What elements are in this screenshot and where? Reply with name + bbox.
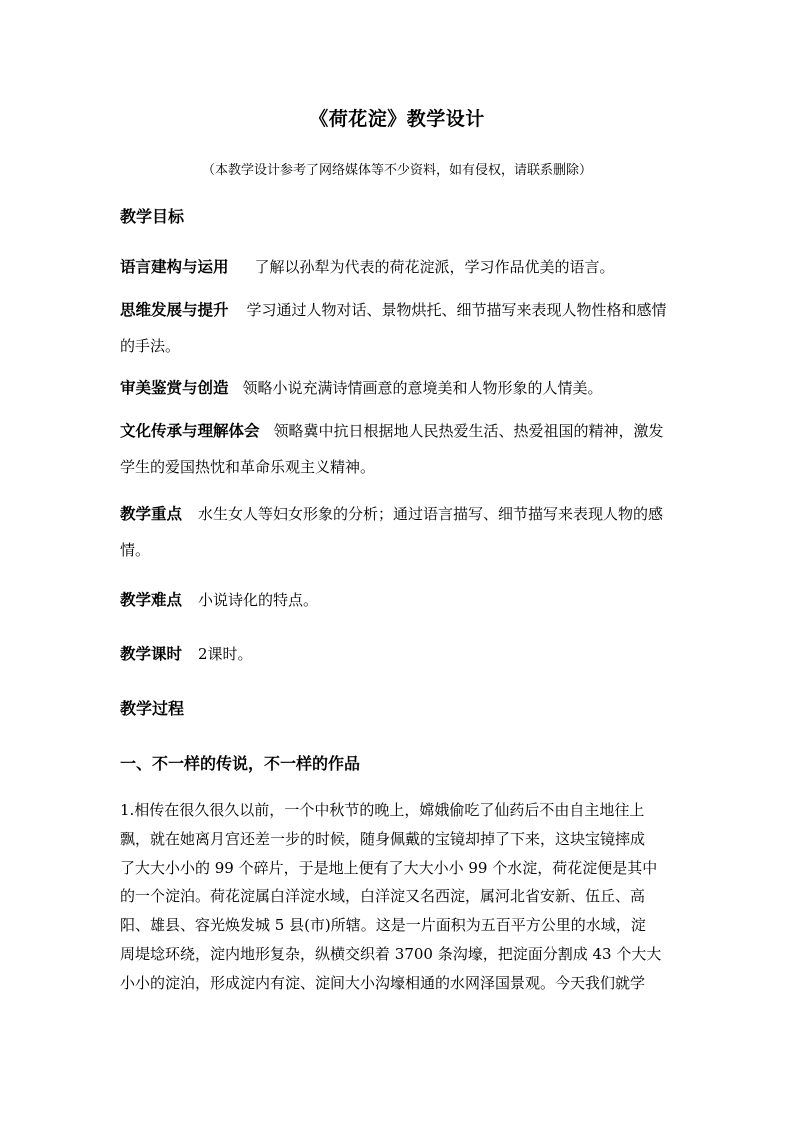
objective-label: 语言建构与运用 [120,257,229,276]
section1-line: 1.相传在很久很久以前，一个中秋节的晚上，嫦娥偷吃了仙药后不由自主地往上 [120,801,645,819]
hours-label: 教学课时 [120,644,183,663]
document-title: 《荷花淀》教学设计 [309,108,485,130]
objective-language [120,249,678,285]
objective-aesthetic [120,370,678,406]
class-hours [120,636,678,672]
difficulty-text: 小说诗化的特点。 [198,591,319,609]
objective-text: 领略小说充满诗情画意的意境美和人物形象的人情美。 [242,379,603,397]
objective-culture [120,413,678,485]
section1-heading: 一、不一样的传说，不一样的作品 [120,754,361,773]
objective-text: 学习通过人物对话、景物烘托、细节描写来表现人物性格和感情的手法。 [120,301,667,355]
key-point [120,496,678,568]
process-heading: 教学过程 [120,699,185,718]
objective-text: 了解以孙犁为代表的荷花淀派，学习作品优美的语言。 [254,258,615,276]
objective-label: 文化传承与理解体会 [120,421,260,440]
difficulty [120,582,678,618]
objectives-heading: 教学目标 [120,207,185,226]
key-point-text: 水生女人等妇女形象的分析；通过语言描写、细节描写来表现人物的感情。 [120,505,664,559]
objective-thinking [120,292,678,364]
section1-line: 了大大小小的 99 个碎片，于是地上便有了大大小小 99 个水淀，荷花淀便是其中 [120,858,658,877]
document-subtitle: （本教学设计参考了网络媒体等不少资料，如有侵权，请联系删除） [201,163,592,178]
objective-label: 审美鉴赏与创造 [120,378,229,397]
section1-line: 周堤埝环绕，淀内地形复杂，纵横交织着 3700 条沟壕，把淀面分割成 43 个大大 [120,944,662,963]
hours-text: 2课时。 [198,645,253,663]
section1-line: 飘，就在她离月宫还差一步的时候，随身佩戴的宝镜却掉了下来，这块宝镜摔成 [120,829,646,848]
difficulty-label: 教学难点 [120,590,183,609]
section1-body [120,796,682,998]
section1-line: 的一个淀泊。荷花淀属白洋淀水域，白洋淀又名西淀，属河北省安新、伍丘、高 [120,887,646,906]
key-point-label: 教学重点 [120,504,183,523]
objective-label: 思维发展与提升 [120,300,229,319]
section1-line: 阳、雄县、容光焕发城 5 县(市)所辖。这是一片面积为五百平方公里的水域，淀 [120,916,646,935]
objective-text: 领略冀中抗日根据地人民热爱生活、热爱祖国的精神，激发学生的爱国热忱和革命乐观主义精神。 [120,422,664,476]
section1-line: 小小的淀泊，形成淀内有淀、淀间大小沟壕相通的水网泽国景观。今天我们就学 [120,973,646,992]
